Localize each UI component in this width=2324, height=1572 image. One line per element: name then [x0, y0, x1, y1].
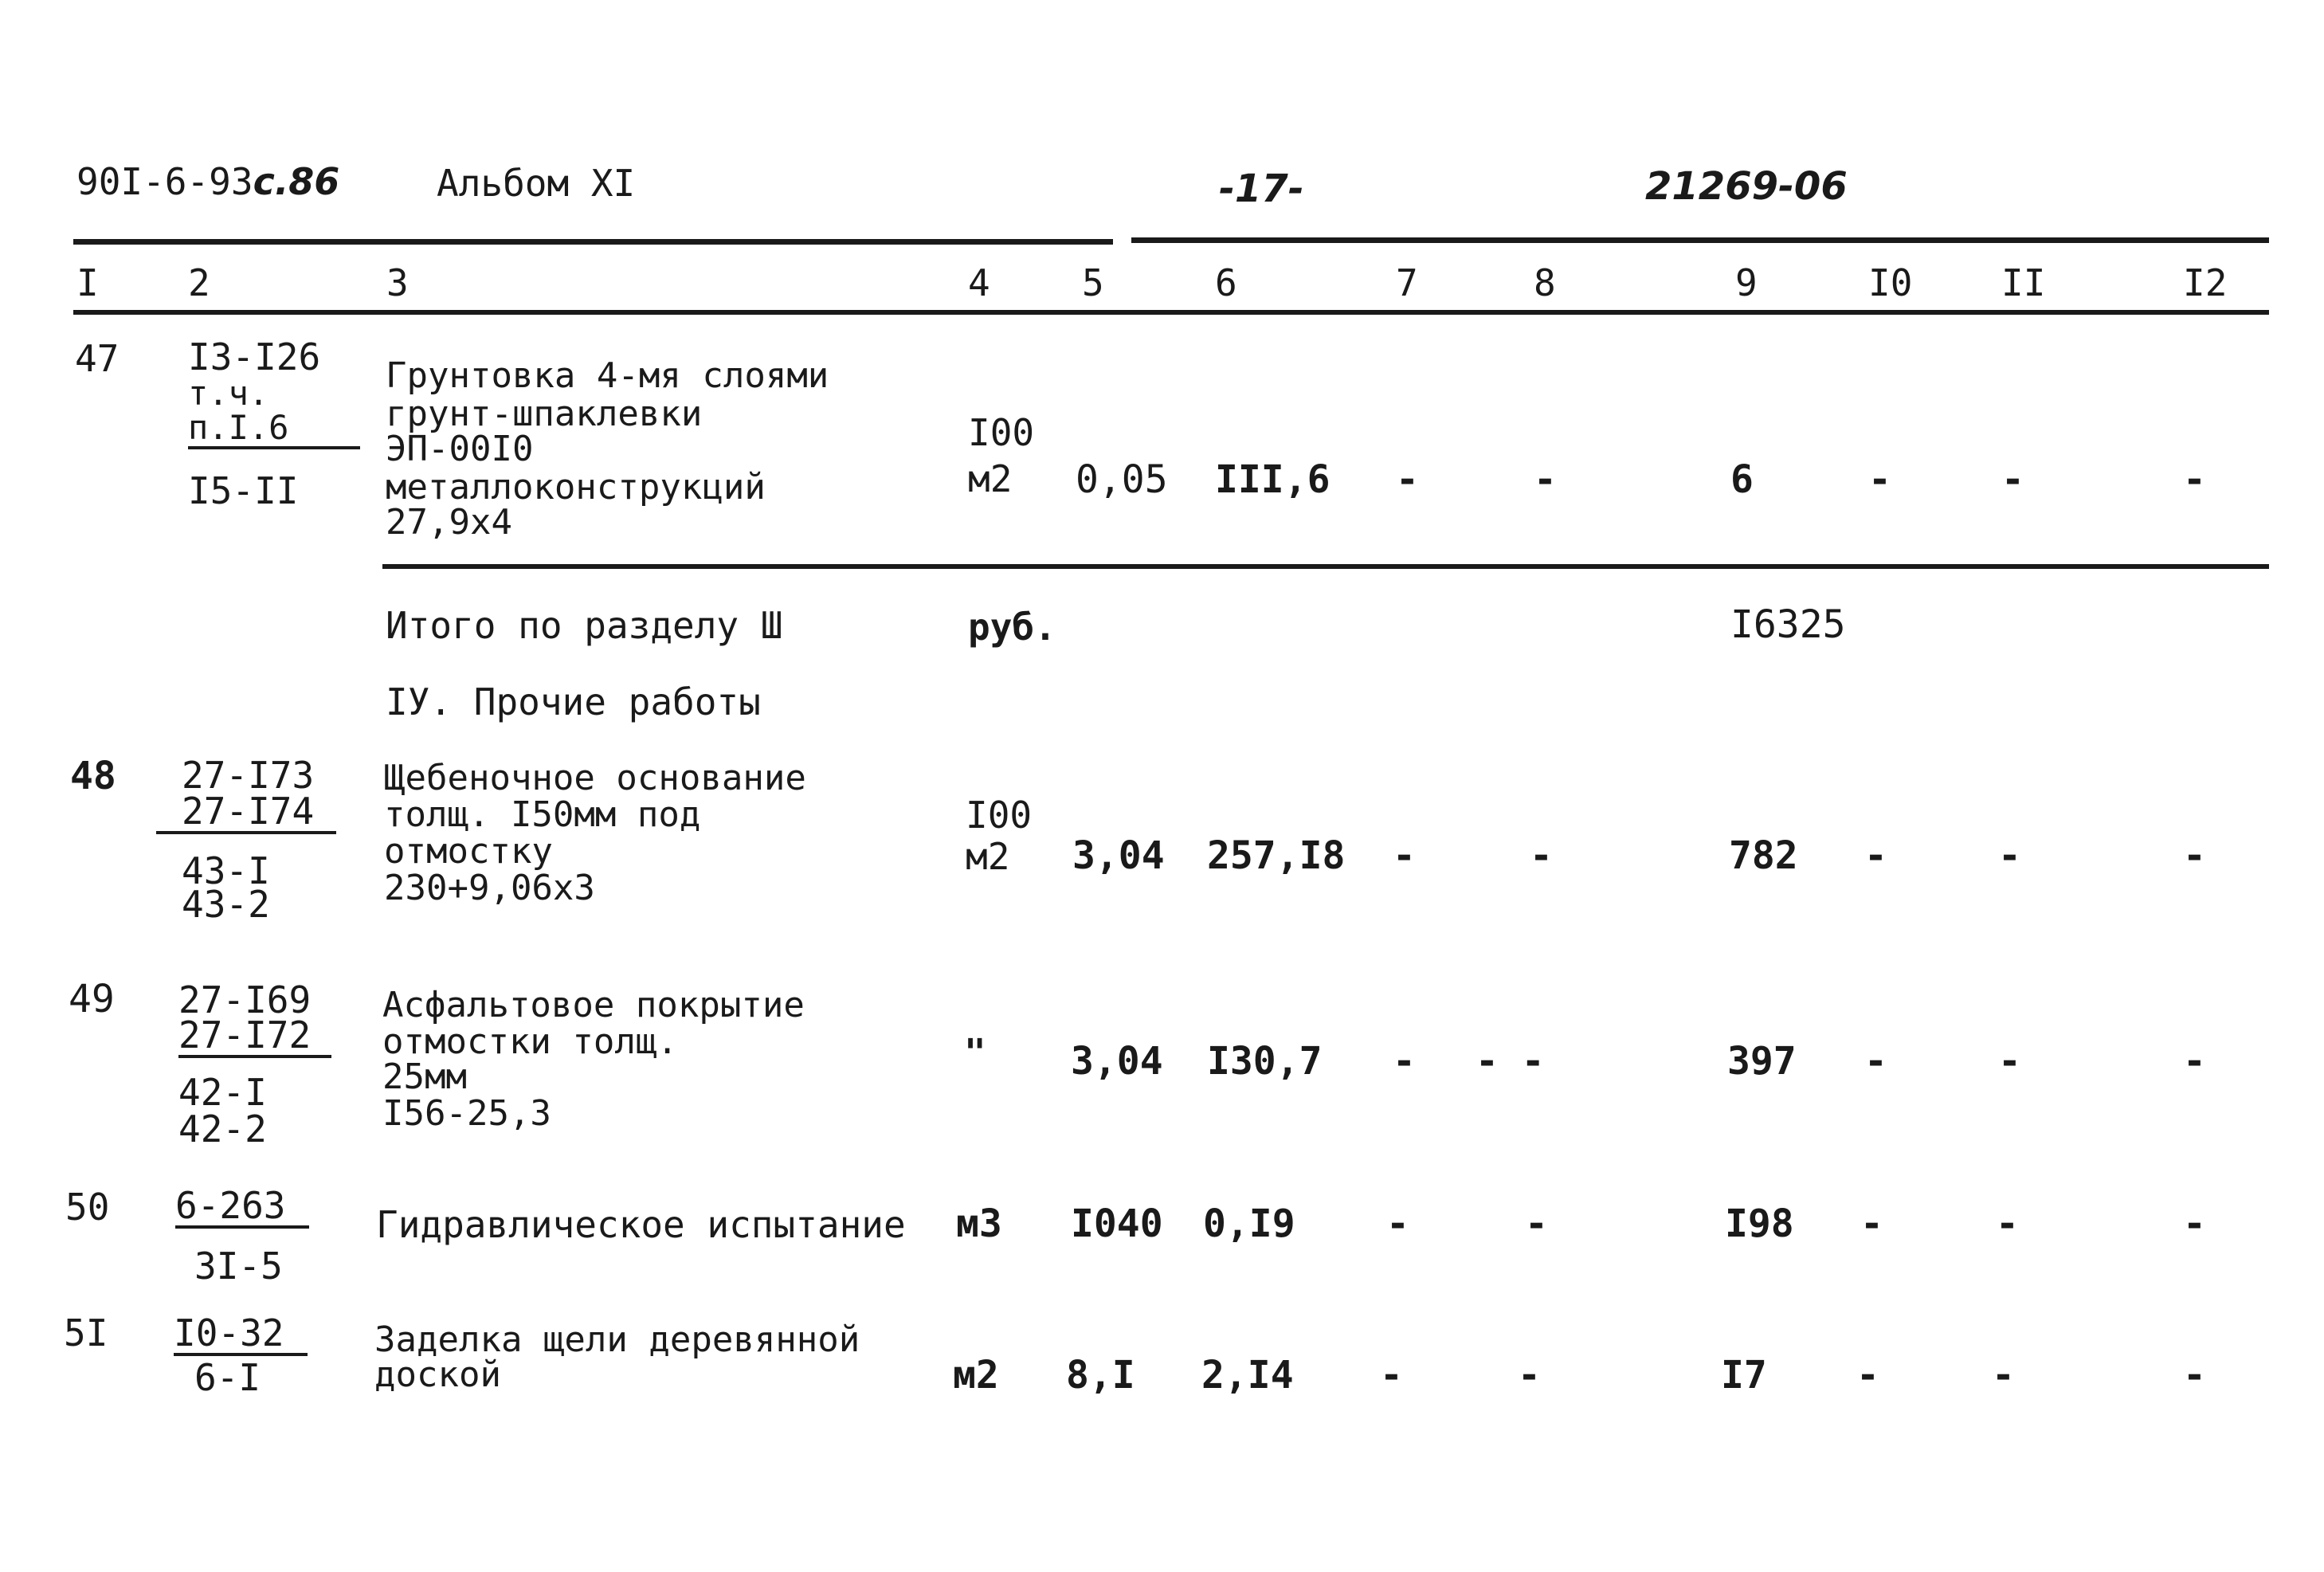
unit: I00 — [968, 411, 1035, 454]
cell-6: 0,I9 — [1203, 1202, 1295, 1246]
cell-5: 0,05 — [1076, 457, 1168, 502]
cell-8: - — [1518, 1353, 1541, 1398]
cell-12: - — [2183, 1039, 2206, 1084]
col-header-1: I — [76, 261, 99, 304]
header-rule-right — [1131, 237, 2269, 243]
ref-code: I5-II — [188, 469, 299, 512]
album-label: Альбом XI — [437, 162, 636, 205]
ref-code: 6-263 — [175, 1187, 309, 1229]
desc-line: Асфальтовое покрытие — [382, 985, 805, 1025]
desc-line: ЭП-00I0 — [386, 429, 534, 469]
cell-9: 782 — [1729, 833, 1798, 878]
ref-code: 3I-5 — [194, 1245, 283, 1288]
cell-11: - — [1992, 1353, 2015, 1398]
unit: м2 — [968, 457, 1013, 500]
cell-8: - — [1534, 457, 1557, 502]
cell-8: - — [1530, 833, 1553, 878]
cell-9: 397 — [1727, 1039, 1797, 1084]
cell-5: 3,04 — [1072, 833, 1165, 878]
ref-code: 27-I72 — [178, 1017, 331, 1058]
cell-7: - — [1386, 1202, 1409, 1246]
cell-9: I98 — [1725, 1202, 1794, 1246]
cell-10: - — [1864, 1039, 1887, 1084]
cell-5: I040 — [1071, 1202, 1163, 1246]
cell-7: - — [1393, 1039, 1416, 1084]
row-number: 47 — [75, 337, 120, 380]
ref-code: 27-I74 — [156, 793, 336, 834]
unit: м3 — [956, 1202, 1002, 1246]
cell-12: - — [2183, 1353, 2206, 1398]
cell-6: III,6 — [1215, 457, 1331, 502]
doc-code: 90I-6-93 — [76, 160, 253, 203]
ref-code: 43-2 — [182, 883, 270, 926]
ref-code: 27-I73 — [182, 754, 315, 797]
ditto-mark: " — [964, 1031, 986, 1074]
col-header-5: 5 — [1082, 261, 1104, 304]
cell-12: - — [2183, 457, 2206, 502]
ref-code: п.I.6 — [188, 411, 360, 449]
ref-code: 27-I69 — [178, 978, 312, 1021]
ref-code: I3-I26 — [188, 335, 321, 378]
col-header-11: II — [2001, 261, 2046, 304]
desc-line: 27,9х4 — [386, 502, 512, 543]
cell-10: - — [1868, 457, 1891, 502]
cell-9: I7 — [1721, 1353, 1767, 1398]
col-header-4: 4 — [968, 261, 990, 304]
desc-line: I56-25,3 — [382, 1093, 551, 1134]
column-header-rule — [73, 310, 2269, 315]
cell-7: - — [1396, 457, 1419, 502]
ref-code: 43-I — [182, 849, 270, 892]
subtotal-rule — [382, 564, 2269, 569]
cell-12: - — [2183, 1202, 2206, 1246]
cell-8: - — [1525, 1202, 1548, 1246]
ref-code: I0-32 — [174, 1315, 308, 1356]
cell-5: 3,04 — [1071, 1039, 1163, 1084]
ref-code: т.ч. — [188, 374, 269, 413]
order-number: 21269-06 — [1645, 164, 1848, 209]
desc-line: Грунтовка 4-мя слоями — [386, 355, 829, 396]
cell-11: - — [1998, 833, 2021, 878]
cell-8: - - — [1476, 1039, 1545, 1084]
page-number: -17- — [1219, 167, 1304, 211]
cell-12: - — [2183, 833, 2206, 878]
cell-11: - — [1998, 1039, 2021, 1084]
row-number: 49 — [69, 977, 115, 1021]
doc-sheet: с.86 — [253, 160, 340, 203]
desc-line: отмостку — [384, 831, 553, 872]
col-header-3: 3 — [386, 261, 409, 304]
col-header-2: 2 — [188, 261, 210, 304]
row-number: 50 — [65, 1186, 110, 1229]
cell-10: - — [1860, 1202, 1883, 1246]
document-code — [76, 160, 340, 203]
desc-line: доской — [374, 1354, 501, 1395]
desc-line: 230+9,06х3 — [384, 868, 595, 908]
section-title: IУ. Прочие работы — [386, 680, 761, 723]
desc-line: металлоконструкций — [386, 467, 766, 508]
desc-line: толщ. I50мм под — [384, 794, 701, 835]
subtotal-value: I6325 — [1730, 602, 1846, 647]
col-header-6: 6 — [1215, 261, 1237, 304]
cell-7: - — [1380, 1353, 1403, 1398]
ref-code: 42-2 — [178, 1107, 267, 1151]
ref-code: 6-I — [194, 1356, 261, 1399]
desc-line: отмостки толщ. — [382, 1021, 678, 1062]
cell-7: - — [1393, 833, 1416, 878]
cell-11: - — [1996, 1202, 2019, 1246]
unit: м2 — [966, 835, 1010, 878]
cell-5: 8,I — [1066, 1353, 1135, 1398]
header-rule-left — [73, 239, 1113, 245]
desc-line: Щебеночное основание — [384, 758, 806, 798]
col-header-8: 8 — [1534, 261, 1556, 304]
col-header-9: 9 — [1735, 261, 1758, 304]
cell-6: 2,I4 — [1201, 1353, 1294, 1398]
subtotal-label: Итого по разделу Ш — [386, 604, 783, 647]
col-header-7: 7 — [1396, 261, 1418, 304]
subtotal-unit: руб. — [968, 606, 1056, 649]
desc-line: грунт-шпаклевки — [386, 394, 703, 434]
cell-6: I30,7 — [1207, 1039, 1323, 1084]
cell-9: 6 — [1730, 457, 1754, 502]
unit: м2 — [953, 1353, 999, 1398]
cell-11: - — [2001, 457, 2024, 502]
unit: I00 — [966, 794, 1033, 837]
cell-10: - — [1864, 833, 1887, 878]
cell-6: 257,I8 — [1207, 833, 1346, 878]
desc-line: 25мм — [382, 1056, 467, 1097]
work-description: Гидравлическое испытание — [376, 1203, 906, 1246]
col-header-10: I0 — [1868, 261, 1913, 304]
desc-line: Заделка щели деревянной — [374, 1319, 860, 1360]
ref-code: 42-I — [178, 1071, 267, 1114]
cell-10: - — [1856, 1353, 1879, 1398]
row-number: 48 — [70, 754, 116, 798]
row-number: 5I — [64, 1311, 108, 1354]
col-header-12: I2 — [2183, 261, 2228, 304]
